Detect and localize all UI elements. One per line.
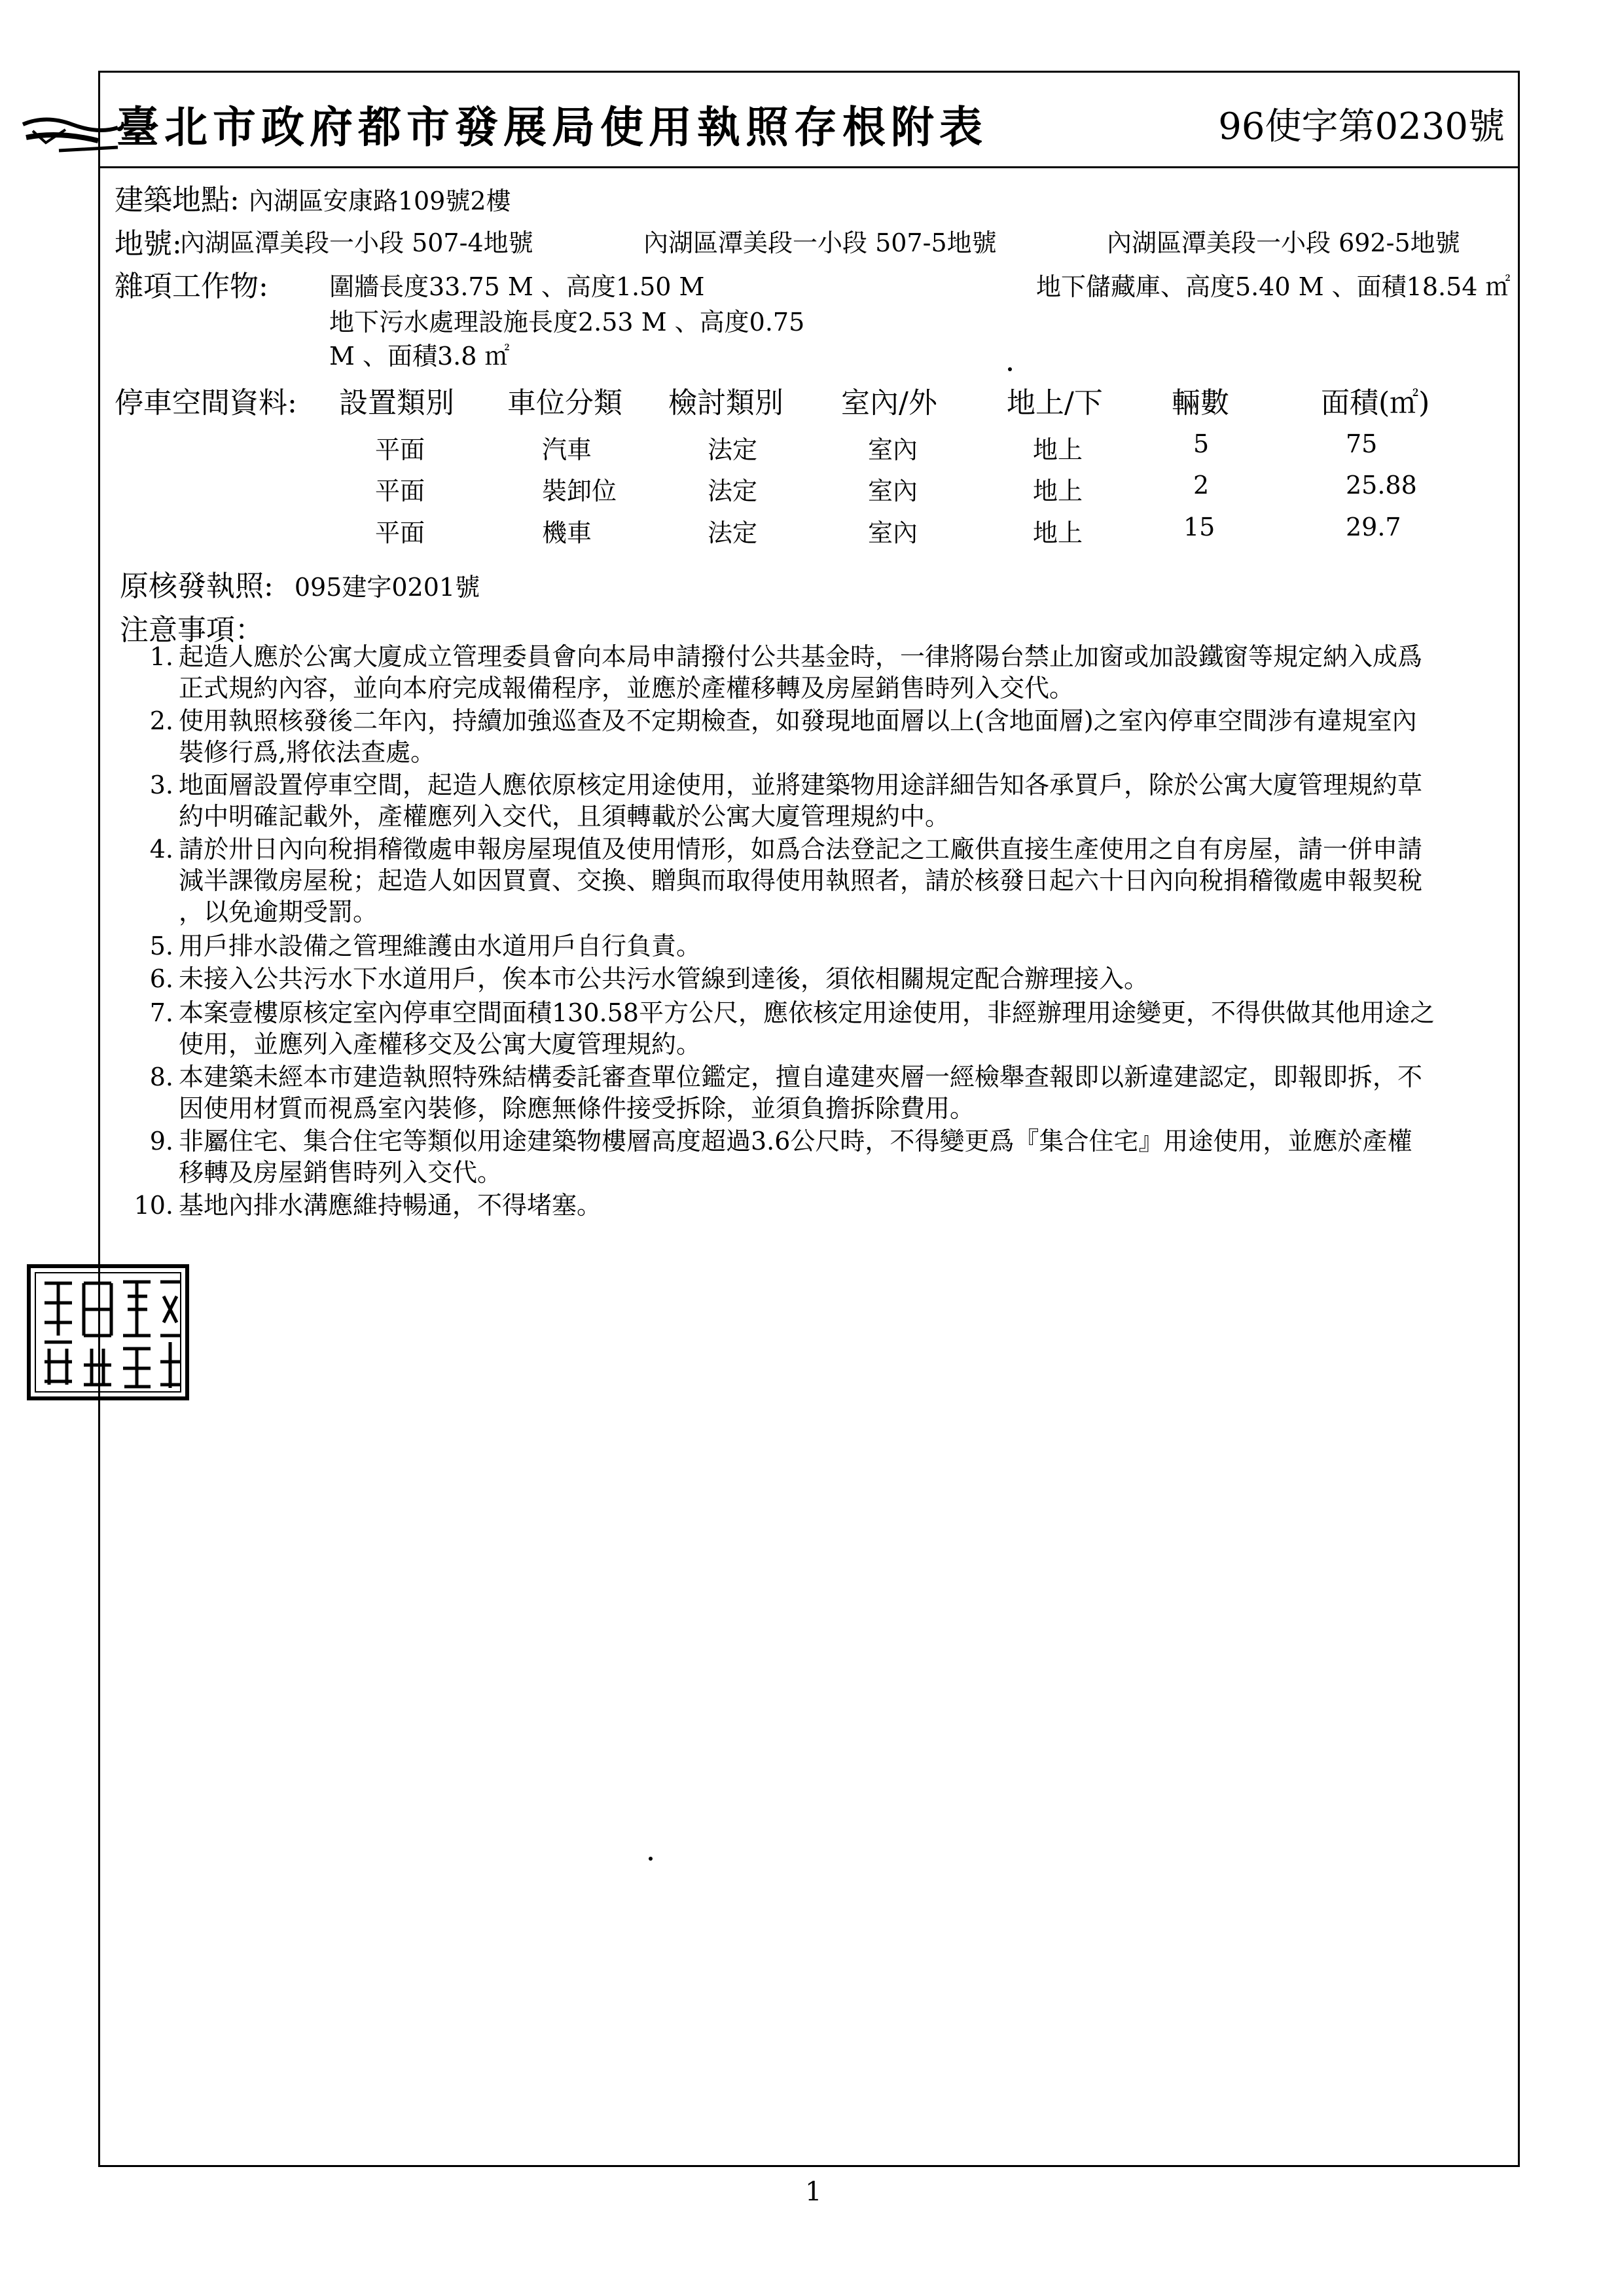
page-number: 1	[805, 2177, 822, 2207]
parking-header-count: 輛數	[1172, 386, 1229, 420]
misc-work-sewage-line2: M 、面積3.8 ㎡	[329, 342, 510, 371]
parking-cell: 機車	[542, 519, 592, 547]
parking-header-setup-type: 設置類別	[339, 386, 454, 420]
note-line: 使用執照核發後二年內，持續加強巡查及不定期檢查，如發現地面層以上(含地面層)之室內停車空間涉有違規室內	[179, 706, 1417, 735]
parking-label: 停車空間資料:	[115, 386, 297, 420]
parking-cell: 平面	[375, 519, 425, 547]
parking-cell: 地上	[1033, 477, 1083, 505]
parking-cell: 75	[1346, 429, 1378, 458]
misc-work-storage: 地下儲藏庫、高度5.40 M 、面積18.54 ㎡	[1036, 272, 1511, 301]
parking-cell: 法定	[708, 477, 758, 505]
parking-header-area: 面積(㎡)	[1321, 386, 1430, 420]
lot-label: 地號:	[115, 227, 182, 261]
parking-header-review-class: 檢討類別	[668, 386, 783, 420]
parking-cell: 裝卸位	[542, 477, 617, 505]
note-line: 減半課徵房屋稅；起造人如因買賣、交換、贈與而取得使用執照者，請於核發日起六十日內向稅捐稽徵處申報契稅	[179, 866, 1423, 895]
note-line: 約中明確記載外，產權應列入交代，且須轉載於公寓大廈管理規約中。	[179, 802, 950, 831]
note-line: 未接入公共污水下水道用戶，俟本市公共污水管線到達後，須依相關規定配合辦理接入。	[179, 964, 1149, 993]
lot-number-3: 內湖區潭美段一小段 692-5地號	[1107, 228, 1460, 257]
note-line: 請於卅日內向稅捐稽徵處申報房屋現值及使用情形，如爲合法登記之工廠供直接生產使用之自有房屋，請一併申請	[179, 835, 1423, 864]
note-line: 基地內排水溝應維持暢通，不得堵塞。	[179, 1191, 602, 1220]
note-item	[133, 705, 1514, 768]
note-number: 10.	[134, 1191, 173, 1220]
note-number: 5.	[149, 932, 173, 960]
speck	[649, 1857, 653, 1861]
note-item	[133, 963, 1514, 994]
permit-number: 96使字第0230號	[1218, 105, 1505, 148]
original-permit-value: 095建字0201號	[294, 573, 480, 602]
note-number: 9.	[149, 1127, 173, 1156]
parking-cell: 法定	[708, 519, 758, 547]
parking-cell: 地上	[1033, 435, 1083, 464]
note-line: 非屬住宅、集合住宅等類似用途建築物樓層高度超過3.6公尺時，不得變更爲『集合住宅』用途使用，並應於產權	[179, 1127, 1412, 1156]
note-line: 本案壹樓原核定室內停車空間面積130.58平方公尺，應依核定用途使用，非經辦理用途變更，不得供做其他用途之	[179, 998, 1435, 1027]
note-item	[133, 1190, 1514, 1221]
note-number: 2.	[149, 706, 173, 735]
parking-header-indoor-outdoor: 室內/外	[841, 386, 937, 420]
note-item	[133, 833, 1514, 928]
parking-cell: 汽車	[542, 435, 592, 464]
speck	[1008, 367, 1012, 371]
misc-works-label: 雜項工作物:	[115, 270, 268, 303]
note-item	[133, 769, 1514, 832]
note-number: 8.	[149, 1063, 173, 1091]
note-line: 用戶排水設備之管理維護由水道用戶自行負責。	[179, 932, 702, 960]
parking-cell: 室內	[868, 477, 918, 505]
note-line: 起造人應於公寓大廈成立管理委員會向本局申請撥付公共基金時，一律將陽台禁止加窗或加設鐵窗等規定納入成爲	[179, 642, 1423, 671]
site-address-row	[115, 176, 511, 218]
note-number: 6.	[149, 964, 173, 993]
note-line: 正式規約內容，並向本府完成報備程序，並應於產權移轉及房屋銷售時列入交代。	[179, 674, 1075, 702]
parking-cell: 平面	[375, 477, 425, 505]
site-address-value: 內湖區安康路109號2樓	[248, 187, 511, 215]
parking-cell: 15	[1183, 513, 1215, 541]
parking-header-above-below: 地上/下	[1007, 386, 1103, 420]
document-title: 臺北市政府都市發展局使用執照存根附表	[116, 101, 988, 153]
site-address-label: 建築地點:	[115, 183, 240, 217]
note-line: 裝修行爲,將依法查處。	[179, 738, 436, 767]
title-row	[100, 73, 1518, 168]
original-permit-row	[120, 562, 480, 604]
note-line: 移轉及房屋銷售時列入交代。	[179, 1158, 503, 1187]
misc-work-wall: 圍牆長度33.75 M 、高度1.50 M	[329, 272, 705, 301]
parking-cell: 29.7	[1346, 513, 1401, 541]
note-item	[133, 1125, 1514, 1188]
document-frame	[98, 71, 1520, 2167]
parking-header-space-class: 車位分類	[507, 386, 622, 420]
note-item	[133, 641, 1514, 704]
parking-cell: 地上	[1033, 519, 1083, 547]
parking-cell: 法定	[708, 435, 758, 464]
lot-number-2: 內湖區潭美段一小段 507-5地號	[643, 228, 997, 257]
parking-cell: 平面	[375, 435, 425, 464]
note-item	[133, 930, 1514, 962]
parking-cell: 室內	[868, 519, 918, 547]
note-line: 地面層設置停車空間，起造人應依原核定用途使用，並將建築物用途詳細告知各承買戶，除於公寓大廈管理規約草	[179, 771, 1423, 799]
note-item	[133, 1061, 1514, 1124]
notes-title: 注意事項：	[120, 613, 264, 647]
official-seal-icon	[26, 1264, 190, 1401]
note-line: 因使用材質而視爲室內裝修，除應無條件接受拆除，並須負擔拆除費用。	[179, 1094, 975, 1123]
note-number: 3.	[149, 771, 173, 799]
note-line: 本建築未經本市建造執照特殊結構委託審查單位鑑定，擅自違建夾層一經檢舉查報即以新違建認定，即報即拆，不	[179, 1063, 1423, 1091]
parking-cell: 室內	[868, 435, 918, 464]
note-item	[133, 997, 1514, 1060]
original-permit-label: 原核發執照:	[120, 570, 274, 603]
misc-work-sewage-line1: 地下污水處理設施長度2.53 M 、高度0.75	[329, 308, 805, 337]
note-number: 7.	[149, 998, 173, 1027]
lot-number-1: 內湖區潭美段一小段 507-4地號	[180, 228, 533, 257]
note-line: ，以免逾期受罰。	[179, 898, 378, 926]
note-number: 1.	[149, 642, 173, 671]
parking-cell: 5	[1193, 429, 1210, 458]
parking-cell: 2	[1193, 471, 1210, 500]
note-number: 4.	[149, 835, 173, 864]
note-line: 使用，並應列入產權移交及公寓大廈管理規約。	[179, 1030, 702, 1059]
parking-cell: 25.88	[1346, 471, 1417, 500]
